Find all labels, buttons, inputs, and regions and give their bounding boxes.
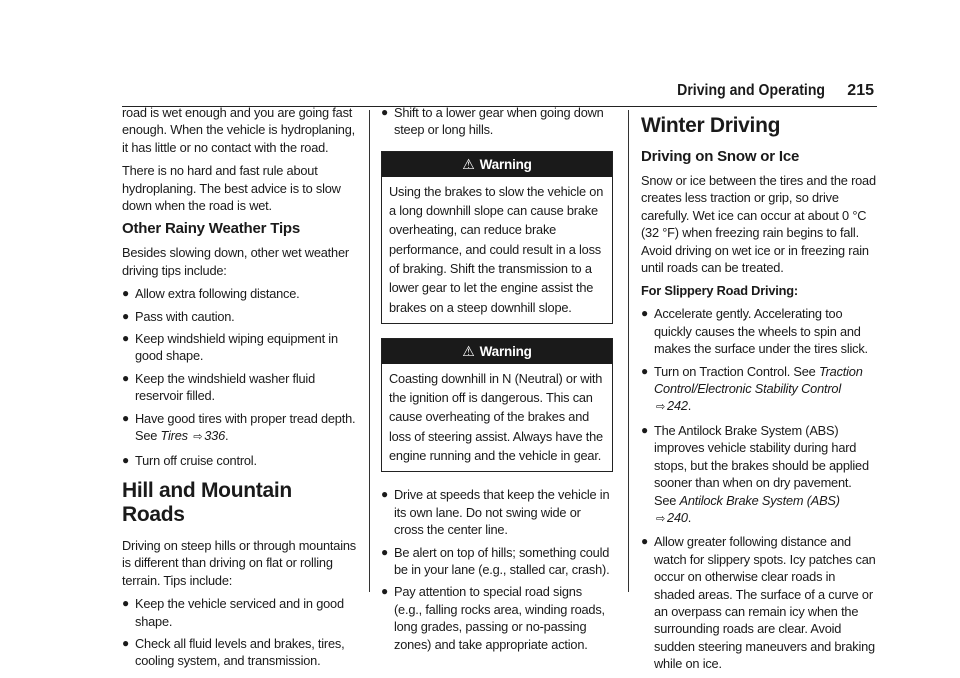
column-divider <box>628 110 629 592</box>
bullet-icon: ● <box>381 584 389 599</box>
cross-reference-link[interactable]: Traction Control/Electronic Stability Control <box>654 363 863 397</box>
bullet-icon: ● <box>381 105 389 119</box>
heading-hill-mountain-roads: Hill and Mountain Roads <box>122 478 292 526</box>
paragraph: Driving on steep hills or through mountains is different than driving on flat or rolling terrain. Tips include: <box>122 537 356 588</box>
column-2 <box>381 104 613 658</box>
rainy-tips-list <box>122 285 358 469</box>
bullet-icon: ● <box>122 370 130 385</box>
column-1 <box>122 104 358 675</box>
list-item: ● Check all fluid levels and brakes, tires, cooling system, and transmission. <box>122 635 345 669</box>
heading-slippery-road: For Slippery Road Driving: <box>641 283 798 299</box>
page-reference[interactable]: 240 <box>667 509 688 525</box>
page-reference[interactable]: 242 <box>667 398 688 414</box>
paragraph: Snow or ice between the tires and the road creates less traction or grip, so drive carefully. Wet ice can occur at about 0 °C (32 °F) when freezing rain begins to fall. Avoid driving on wet ice or in freezing rain until roads can be treated. <box>641 173 876 276</box>
warning-header: ⚠ Warning <box>382 152 612 177</box>
bullet-icon: ● <box>122 596 130 611</box>
list-item: ● Allow greater following distance and watch for slippery spots. Icy patches can occur on otherwise clear roads in shaded areas. The surface of a curve or an overpass can remain icy when the surrounding roads are clear. Avoid sudden steering maneuvers and braking while on ice. <box>641 534 876 672</box>
list-item: ● Have good tires with proper tread depth. See Tires ⇨ 336. <box>122 410 356 444</box>
bullet-icon: ● <box>122 410 130 425</box>
list-item: ● Drive at speeds that keep the vehicle in its own lane. Do not swing wide or cross the center line. <box>381 487 610 538</box>
bullet-icon: ● <box>381 544 389 559</box>
list-item: ● Turn on Traction Control. See Traction Control/Electronic Stability Control ⇨ 242. <box>641 363 863 414</box>
hill-tips-list-continued <box>381 104 613 139</box>
paragraph: road is wet enough and you are going fast enough. When the vehicle is hydroplaning, it has little or no contact with the road. <box>122 105 355 155</box>
page-arrow-icon: ⇨ <box>193 431 203 444</box>
list-item: ● Allow extra following distance. <box>122 286 300 302</box>
paragraph: There is no hard and fast rule about hydroplaning. The best advice is to slow down when the road is wet. <box>122 163 341 214</box>
list-item: ● Shift to a lower gear when going down steep or long hills. <box>381 105 604 138</box>
page-arrow-icon: ⇨ <box>656 401 666 414</box>
page-number: 215 <box>847 82 874 99</box>
bullet-icon: ● <box>641 306 649 321</box>
column-divider <box>369 110 370 592</box>
list-item: ● Keep the vehicle serviced and in good shape. <box>122 596 344 629</box>
bullet-icon: ● <box>641 363 649 378</box>
hill-tips-list-continued <box>381 486 613 653</box>
paragraph: Besides slowing down, other wet weather driving tips include: <box>122 245 349 278</box>
heading-rainy-weather-tips: Other Rainy Weather Tips <box>122 220 301 238</box>
section-title: Driving and Operating <box>677 82 825 99</box>
slippery-road-list <box>641 305 877 672</box>
list-item: ● Turn off cruise control. <box>122 452 257 468</box>
page-header <box>0 82 960 104</box>
bullet-icon: ● <box>122 452 130 467</box>
warning-box <box>381 151 613 324</box>
bullet-icon: ● <box>122 286 130 301</box>
list-item: ● The Antilock Brake System (ABS) improves vehicle stability during hard stops, but the brakes should be applied sooner than when on dry pavement. See Antilock Brake System (ABS) ⇨ 240. <box>641 422 869 525</box>
page-arrow-icon: ⇨ <box>656 512 666 525</box>
hill-tips-list <box>122 595 358 670</box>
cross-reference-link[interactable]: Tires <box>160 428 188 444</box>
page-reference[interactable]: 336 <box>204 428 226 444</box>
list-item: ● Keep the windshield washer fluid reservoir filled. <box>122 370 315 404</box>
list-item: ● Pass with caution. <box>122 308 235 324</box>
warning-header: ⚠ Warning <box>382 339 612 364</box>
column-3 <box>641 104 877 678</box>
cross-reference-link[interactable]: Antilock Brake System (ABS) <box>679 492 840 508</box>
heading-winter-driving: Winter Driving <box>641 114 781 137</box>
bullet-icon: ● <box>641 534 649 549</box>
warning-box <box>381 338 613 472</box>
list-item: ● Keep windshield wiping equipment in good shape. <box>122 331 338 364</box>
bullet-icon: ● <box>122 308 130 323</box>
heading-snow-ice: Driving on Snow or Ice <box>641 148 800 165</box>
list-item: ● Accelerate gently. Accelerating too quickly causes the wheels to spin and makes the surface under the tires slick. <box>641 306 868 357</box>
bullet-icon: ● <box>122 635 130 650</box>
bullet-icon: ● <box>381 487 389 502</box>
bullet-icon: ● <box>122 331 130 346</box>
warning-text: Using the brakes to slow the vehicle on a long downhill slope can cause brake overheating, can reduce brake performance, and could result in a loss of braking. Shift the transmission to a lower gear to let the engine assist the brakes on a steep downhill slope. <box>389 183 604 315</box>
warning-triangle-icon: ⚠ <box>462 155 475 172</box>
list-item: ● Be alert on top of hills; something could be in your lane (e.g., stalled car, crash). <box>381 544 610 577</box>
list-item: ● Pay attention to special road signs (e.g., falling rocks area, winding roads, long grades, passing or no-passing zones) and take appropriate action. <box>381 584 605 652</box>
warning-text: Coasting downhill in N (Neutral) or with the ignition off is dangerous. This can cause overheating of the brakes and loss of steering assist. Always have the engine running and the vehicle in gear. <box>389 370 603 464</box>
warning-triangle-icon: ⚠ <box>462 342 475 359</box>
bullet-icon: ● <box>641 422 649 437</box>
